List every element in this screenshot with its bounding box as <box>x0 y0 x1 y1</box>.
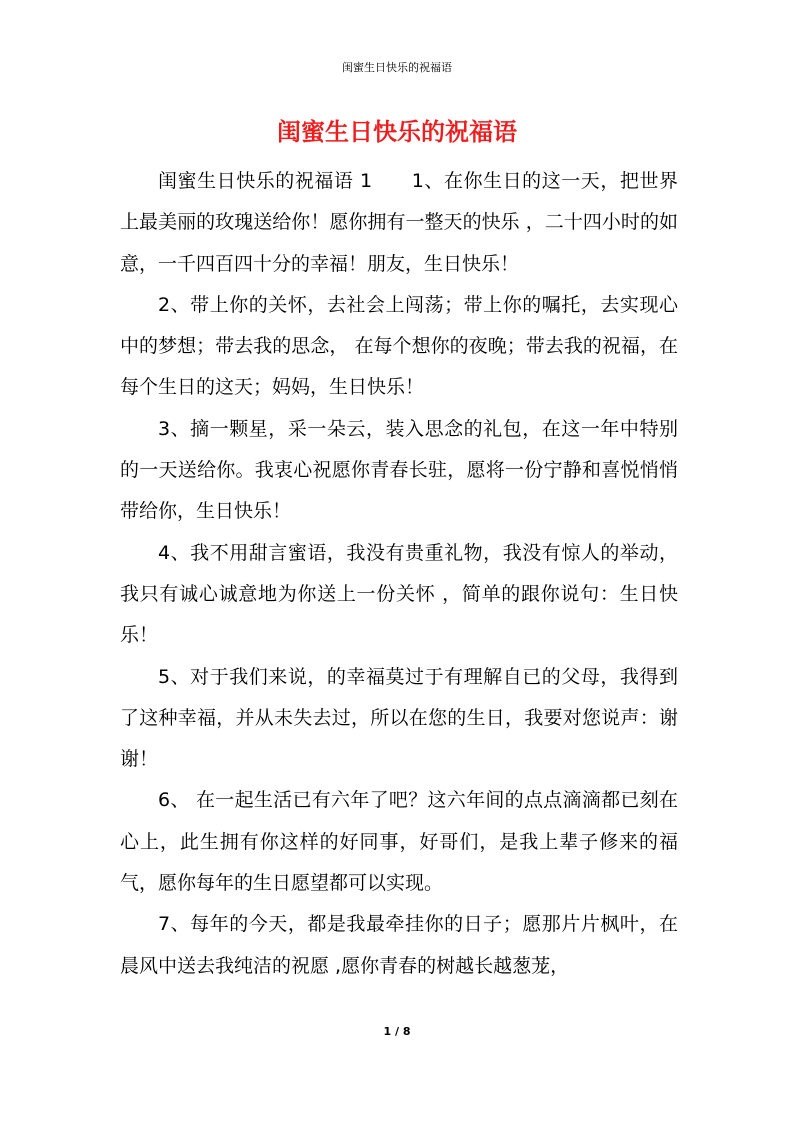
paragraph-1: 闺蜜生日快乐的祝福语 1 1、在你生日的这一天，把世界上最美丽的玫瑰送给你！愿你拥有一整天的快乐 ，二十四小时的如意，一千四百四十分的幸福！朋友，生日快乐！ <box>120 170 678 275</box>
page-number: 1 / 8 <box>383 1025 411 1038</box>
paragraph-5: 5、对于我们来说，的幸福莫过于有理解自已的父母，我得到了这种幸福，并从未失去过，所以在您的生日，我要对您说声：谢谢！ <box>120 665 678 771</box>
paragraph-4: 4、我不用甜言蜜语，我没有贵重礼物，我没有惊人的举动，我只有诚心诚意地为你送上一份关怀 ，简单的跟你说句：生日快乐！ <box>120 541 678 647</box>
paragraph-2: 2、带上你的关怀，去社会上闯荡；带上你的嘱托，去实现心中的梦想；带去我的思念， 在每个想你的夜晚；带去我的祝福，在每个生日的这天；妈妈，生日快乐！ <box>120 293 678 399</box>
paragraph-6: 6、 在一起生活已有六年了吧？这六年间的点点滴滴都已刻在心上，此生拥有你这样的好同事，好哥们，是我上辈子修来的福气，愿你每年的生日愿望都可以实现。 <box>120 789 678 895</box>
paragraph-7: 7、每年的今天，都是我最牵挂你的日子；愿那片片枫叶，在晨风中送去我纯洁的祝愿 ,愿你青春的树越长越葱茏， <box>120 913 678 977</box>
running-header: 闺蜜生日快乐的祝福语 <box>342 61 452 74</box>
document-body <box>120 161 678 987</box>
paragraph-3: 3、摘一颗星，采一朵云，装入思念的礼包，在这一年中特别的一天送给你。我衷心祝愿你青春长驻，愿将一份宁静和喜悦悄悄带给你，生日快乐！ <box>120 417 678 523</box>
document-title: 闺蜜生日快乐的祝福语 <box>277 118 517 146</box>
